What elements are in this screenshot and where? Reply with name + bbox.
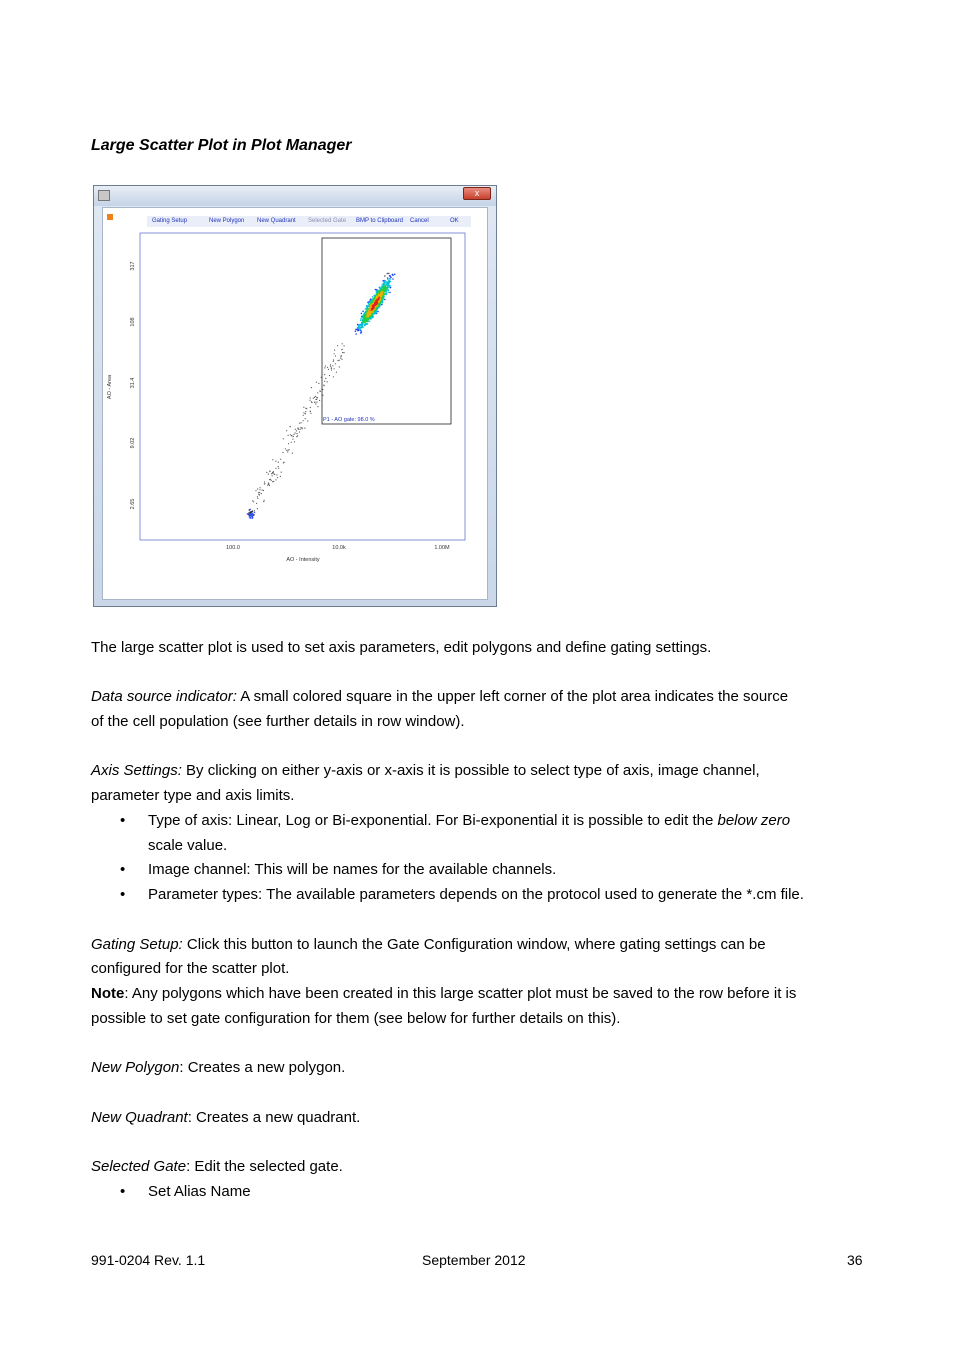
scatter-points [247, 273, 396, 519]
x-tick-label: 100.0 [226, 545, 240, 551]
term: Note [91, 985, 125, 1002]
new-quadrant-paragraph [91, 1106, 871, 1131]
bullet-item: Set Alias Name [148, 1183, 251, 1200]
gating-setup-button[interactable]: Gating Setup [152, 218, 188, 224]
bullet-icon: • [120, 1183, 126, 1200]
term: New Quadrant [91, 1109, 188, 1126]
plot-manager-window-screenshot [93, 185, 497, 607]
text: By clicking on either y-axis or x-axis it is possible to select type of axis, image channel, [181, 762, 760, 779]
cancel-button[interactable]: Cancel [410, 218, 429, 224]
y-tick-label: 317 [130, 261, 136, 271]
text: : Any polygons which have been created in this large scatter plot must be saved to the row before it is [124, 985, 797, 1002]
bullet-item [148, 809, 878, 834]
bmp-to-clipboard-button[interactable]: BMP to Clipboard [356, 218, 403, 224]
plot-frame [140, 233, 465, 540]
gating-setup-paragraph-cont: configured for the scatter plot. [91, 960, 290, 977]
gating-setup-paragraph [91, 933, 871, 958]
text: Click this button to launch the Gate Configuration window, where gating settings can be [182, 936, 766, 953]
app-icon [98, 190, 110, 201]
text: : Creates a new quadrant. [187, 1109, 361, 1126]
y-tick-label: 31.4 [130, 377, 136, 389]
bullet-icon: • [120, 861, 126, 878]
window-titlebar [94, 186, 496, 206]
x-axis-label[interactable]: AO - Intensity [286, 557, 320, 563]
bullet-item: Parameter types: The available parameters depends on the protocol used to generate the *.cm file. [148, 886, 804, 903]
y-tick-label: 9.02 [130, 437, 136, 449]
new-polygon-button[interactable]: New Polygon [209, 218, 245, 224]
emphasis: below zero [717, 812, 791, 829]
note-paragraph [91, 982, 871, 1007]
text: Type of axis: Linear, Log or Bi-exponential. For Bi-exponential it is possible to edit the [148, 812, 718, 829]
bullet-icon: • [120, 886, 126, 903]
bullet-item-cont: scale value. [148, 837, 228, 854]
selected-gate-button[interactable]: Selected Gate [308, 218, 347, 224]
new-polygon-paragraph [91, 1056, 871, 1081]
ok-button[interactable]: OK [450, 218, 459, 224]
close-button[interactable]: x [463, 187, 491, 200]
bullet-icon: • [120, 812, 126, 829]
y-tick-label: 108 [130, 317, 136, 327]
bullet-item: Image channel: This will be names for the available channels. [148, 861, 557, 878]
intro-paragraph: The large scatter plot is used to set axis parameters, edit polygons and define gating settings. [91, 639, 712, 656]
text: : Edit the selected gate. [186, 1158, 343, 1175]
axis-settings-paragraph [91, 759, 871, 784]
note-paragraph-cont: possible to set gate configuration for them (see below for further details on this). [91, 1010, 621, 1027]
axis-settings-paragraph-cont: parameter type and axis limits. [91, 787, 295, 804]
section-heading: Large Scatter Plot in Plot Manager [91, 137, 352, 154]
x-tick-label: 10.0k [332, 545, 346, 551]
term: New Polygon [91, 1059, 180, 1076]
plot-area [102, 207, 488, 600]
term: Data source indicator: [91, 688, 237, 705]
y-tick-label: 2.65 [130, 498, 136, 510]
data-source-paragraph [91, 685, 871, 710]
scatter-plot[interactable] [103, 208, 489, 601]
data-source-paragraph-cont: of the cell population (see further details in row window). [91, 713, 465, 730]
term: Axis Settings: [91, 762, 182, 779]
x-tick-label: 1.00M [434, 545, 450, 551]
term: Selected Gate [91, 1158, 187, 1175]
selected-gate-paragraph [91, 1155, 871, 1180]
text: A small colored square in the upper left corner of the plot area indicates the source [236, 688, 789, 705]
gate-p1-rectangle[interactable] [322, 238, 451, 424]
footer-page-number: 36 [847, 1252, 863, 1268]
text: : Creates a new polygon. [179, 1059, 346, 1076]
footer-date: September 2012 [422, 1252, 526, 1268]
y-axis-label[interactable]: AO - Area [107, 374, 113, 400]
footer-doc-id: 991-0204 Rev. 1.1 [91, 1252, 206, 1268]
term: Gating Setup: [91, 936, 183, 953]
new-quadrant-button[interactable]: New Quadrant [257, 218, 296, 224]
gate-p1-label: P1 - AO gate: 98.0 % [323, 417, 375, 423]
